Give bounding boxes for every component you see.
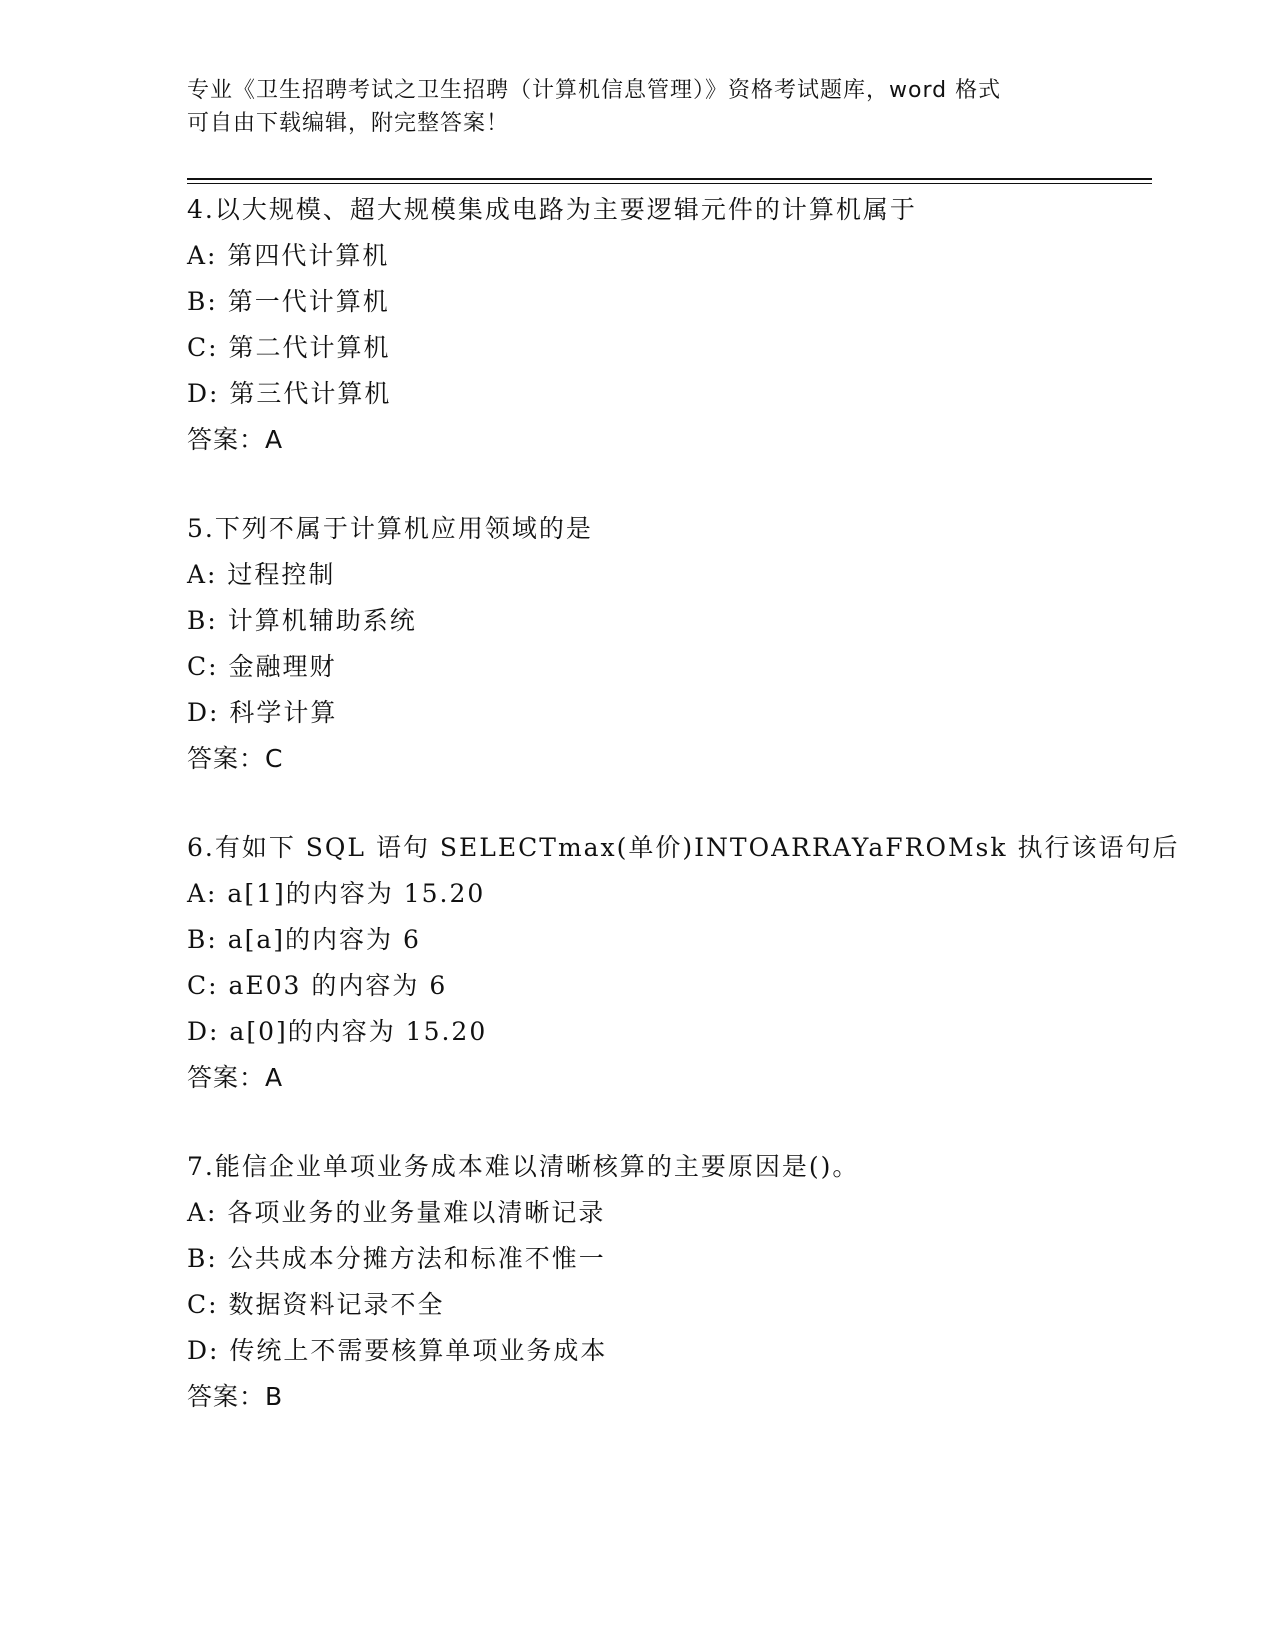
option-c: C: 第二代计算机 (187, 333, 391, 362)
question-stem: 6.有如下 SQL 语句 SELECTmax(单价)INTOARRAYaFROMsk 执行该语句后 (187, 833, 1180, 862)
option-d: D: a[0]的内容为 15.20 (187, 1017, 488, 1046)
option-a: A: 过程控制 (187, 560, 336, 589)
question-stem: 5.下列不属于计算机应用领域的是 (187, 514, 593, 543)
option-c: C: 数据资料记录不全 (187, 1290, 445, 1319)
question-stem: 7.能信企业单项业务成本难以清晰核算的主要原因是()。 (187, 1152, 860, 1181)
header-divider-thin (187, 183, 1152, 184)
answer-key: 答案：C (187, 744, 284, 773)
question-6 (187, 825, 1187, 1101)
option-b: B: 计算机辅助系统 (187, 606, 417, 635)
question-stem: 4.以大规模、超大规模集成电路为主要逻辑元件的计算机属于 (187, 195, 917, 224)
header-line-2: 可自由下载编辑，附完整答案！ (187, 111, 510, 136)
header-divider-thick (187, 178, 1152, 180)
option-d: D: 科学计算 (187, 698, 338, 727)
option-c: C: aE03 的内容为 6 (187, 971, 448, 1000)
question-5 (187, 506, 1187, 782)
option-d: D: 第三代计算机 (187, 379, 392, 408)
answer-key: 答案：A (187, 1063, 284, 1092)
option-b: B: 公共成本分摊方法和标准不惟一 (187, 1244, 606, 1273)
answer-key: 答案：A (187, 425, 284, 454)
option-a: A: 各项业务的业务量难以清晰记录 (187, 1198, 606, 1227)
option-d: D: 传统上不需要核算单项业务成本 (187, 1336, 608, 1365)
question-4 (187, 187, 1187, 463)
option-a: A: a[1]的内容为 15.20 (187, 879, 486, 908)
option-a: A: 第四代计算机 (187, 241, 390, 270)
document-header (187, 74, 1087, 140)
option-c: C: 金融理财 (187, 652, 337, 681)
header-line-1: 专业《卫生招聘考试之卫生招聘（计算机信息管理）》资格考试题库，word 格式 (187, 78, 1002, 103)
option-b: B: 第一代计算机 (187, 287, 390, 316)
answer-key: 答案：B (187, 1382, 284, 1411)
option-b: B: a[a]的内容为 6 (187, 925, 421, 954)
question-7 (187, 1144, 1187, 1420)
